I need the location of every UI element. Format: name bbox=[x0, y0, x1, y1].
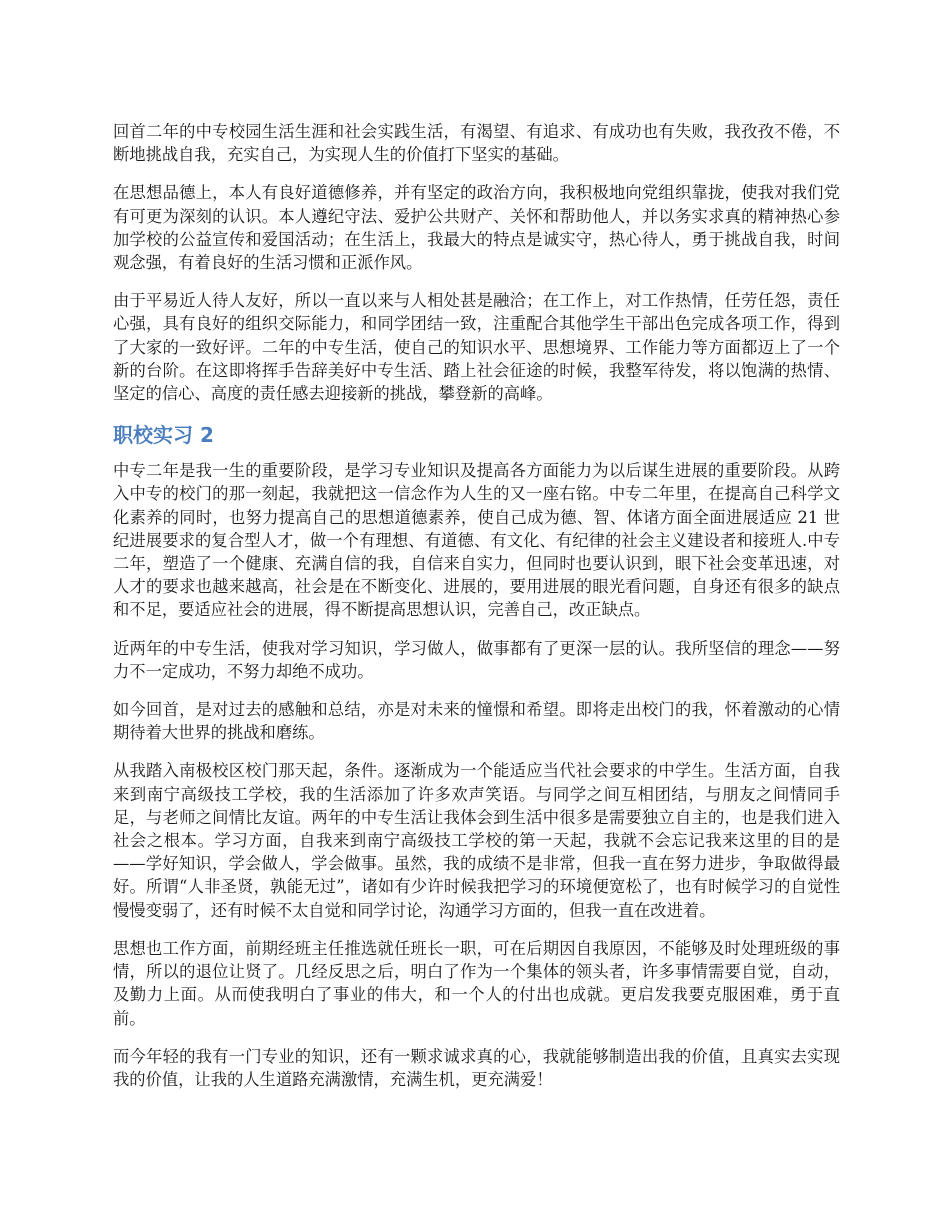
paragraph: 思想也工作方面，前期经班主任推选就任班长一职，可在后期因自我原因，不能够及时处理班级的事情，所以的退位让贤了。几经反思之后，明白了作为一个集体的领头者，许多事情需要自觉，自动，及勤力上面。从而使我明白了事业的伟大，和一个人的付出也成就。更启发我要克服困难，勇于直前。 bbox=[113, 938, 840, 1028]
paragraph: 由于平易近人待人友好，所以一直以来与人相处甚是融洽；在工作上，对工作热情，任劳任怨，责任心强，具有良好的组织交际能力，和同学团结一致，注重配合其他学生干部出色完成各项工作，得到了大家的一致好评。二年的中专生活，使自己的知识水平、思想境界、工作能力等方面都迈上了一个新的台阶。在这即将挥手告辞美好中专生活、踏上社会征途的时候，我整军待发，将以饱满的热情、坚定的信心、高度的责任感去迎接新的挑战，攀登新的高峰。 bbox=[113, 291, 840, 404]
document-page bbox=[113, 120, 840, 1106]
section-heading: 职校实习 2 bbox=[113, 423, 214, 448]
paragraph: 中专二年是我一生的重要阶段，是学习专业知识及提高各方面能力为以后谋生进展的重要阶段。从跨入中专的校门的那一刻起，我就把这一信念作为人生的又一座右铭。中专二年里，在提高自己科学文化素养的同时，也努力提高自己的思想道德素养，使自己成为德、智、体诸方面全面进展适应 21 世纪进展要求的复合型人才，做一个有理想、有道德、有文化、有纪律的社会主义建设者和接班人.中专二年，塑造了一个健康、充满自信的我，自信来自实力，但同时也要认识到，眼下社会变革迅速，对人才的要求也越来越高，社会是在不断变化、进展的，要用进展的眼光看问题，自身还有很多的缺点和不足，要适应社会的进展，得不断提高思想认识，完善自己，改正缺点。 bbox=[113, 461, 840, 620]
paragraph: 从我踏入南极校区校门那天起，条件。逐渐成为一个能适应当代社会要求的中学生。生活方面，自我来到南宁高级技工学校，我的生活添加了许多欢声笑语。与同学之间互相团结，与朋友之间情同手足，与老师之间情比友谊。两年的中专生活让我体会到生活中很多是需要独立自主的，也是我们进入社会之根本。学习方面，自我来到南宁高级技工学校的第一天起，我就不会忘记我来这里的目的是——学好知识，学会做人，学会做事。虽然，我的成绩不是非常，但我一直在努力进步，争取做得最好。所谓“人非圣贤，孰能无过”，诸如有少许时候我把学习的环境便宽松了，也有时候学习的自觉性慢慢变弱了，还有时候不太自觉和同学讨论，沟通学习方面的，但我一直在改进着。 bbox=[113, 761, 840, 920]
paragraph: 如今回首，是对过去的感触和总结，亦是对未来的憧憬和希望。即将走出校门的我，怀着激动的心情期待着大世界的挑战和磨练。 bbox=[113, 700, 840, 743]
paragraph: 在思想品德上，本人有良好道德修养，并有坚定的政治方向，我积极地向党组织靠拢，使我对我们党有可更为深刻的认识。本人遵纪守法、爱护公共财产、关怀和帮助他人，并以务实求真的精神热心参加学校的公益宣传和爱国活动；在生活上，我最大的特点是诚实守，热心待人，勇于挑战自我，时间观念强，有着良好的生活习惯和正派作风。 bbox=[113, 183, 840, 273]
paragraph: 回首二年的中专校园生活生涯和社会实践生活，有渴望、有追求、有成功也有失败，我孜孜不倦，不断地挑战自我，充实自己，为实现人生的价值打下坚实的基础。 bbox=[113, 122, 840, 165]
paragraph: 近两年的中专生活，使我对学习知识，学习做人，做事都有了更深一层的认。我所坚信的理念——努力不一定成功，不努力却绝不成功。 bbox=[113, 638, 840, 681]
paragraph: 而今年轻的我有一门专业的知识，还有一颗求诚求真的心，我就能够制造出我的价值，且真实去实现我的价值，让我的人生道路充满激情，充满生机，更充满爱！ bbox=[113, 1046, 840, 1089]
